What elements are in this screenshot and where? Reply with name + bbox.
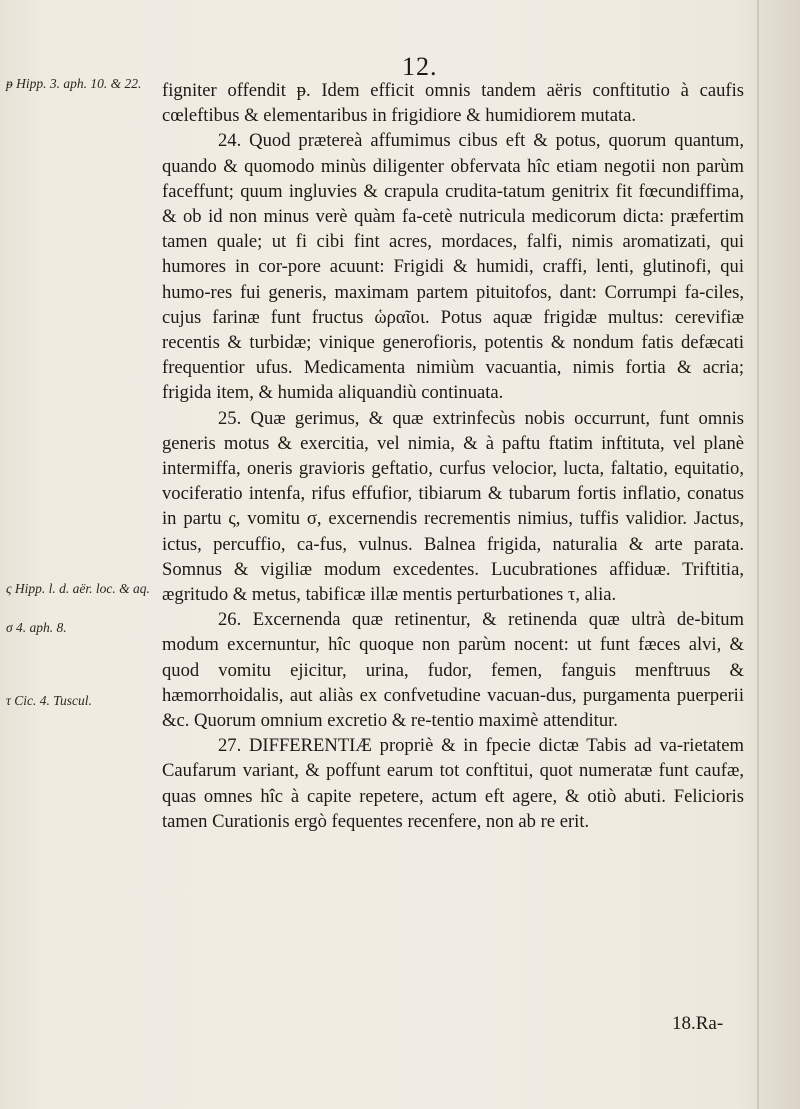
catchword: 18.Ra-	[672, 1013, 724, 1034]
margin-note: τ Cic. 4. Tuscul.	[6, 693, 92, 708]
paragraph: 24. Quod prætereà affumimus cibus eft & potus, quorum quantum, quando & quomodo minùs diligenter obfervata hîc etiam negotii non parùm faceffunt; quum ingluvies & crapula crudita-tatum genitrix fit fœcundiffima, & ob id non minus verè quàm fa-cetè nutricula medicorum dicta: præfertim tamen quale; ut fi cibi fint acres, mordaces, falfi, nimis aromatizati, qui humores in cor-pore acuunt: Frigidi & humidi, craffi, lenti, glutinofi, qui humo-res fui generis, maximam partem pituitofos, dant: Corrumpi fa-ciles, cujus farinæ funt fructus ὡραῖοι. Potus aquæ frigidæ multus: cerevifiæ recentis & turbidæ; vinique generofioris, potentis & nondum fatis defæcati frequentior ufus. Medicamenta nimiùm vacuantia, nimis fortia & acria; frigida item, & humida aliquandiù continuata.	[162, 130, 744, 404]
page-number: 12.	[402, 52, 438, 81]
paragraph: 27. DIFFERENTIÆ propriè & in fpecie dictæ Tabis ad va-rietatem Caufarum variant, & poffunt earum tot conftitui, quot numeratæ funt caufæ, quas omnes hîc à capite repetere, actum eft agere, & otiò abuti. Felicioris tamen Curationis ergò fequentes recenfere, non ab re erit.	[162, 735, 744, 832]
paragraph: 26. Excernenda quæ retinentur, & retinenda quæ ultrà de-bitum modum excernuntur, hîc quoque non parùm nocent: ut funt fæces alvi, & quod vomitu ejicitur, urina, fudor, femen, fanguis menftruus & hæmorrhoidalis, aut aliàs ex confvetudine vacuan-dus, purgamenta puerperii &c. Quorum omnium excretio & re-tentio maximè attenditur.	[162, 609, 744, 732]
margin-note: ᵽ Hipp. 3. aph. 10. & 22.	[6, 76, 142, 91]
margin-note: σ 4. aph. 8.	[6, 620, 67, 635]
paragraph: figniter offendit ᵽ. Idem efficit omnis tandem aëris conftitutio à caufis cœleftibus & elementaribus in frigidiore & humidiorem mutata.	[162, 80, 744, 127]
paragraph: 25. Quæ gerimus, & quæ extrinfecùs nobis occurrunt, funt omnis generis motus & exercitia, vel nimia, & à paftu ftatim inftituta, vel planè intermiffa, oneris gravioris geftatio, curfus velocior, lucta, faltatio, equitatio, vociferatio intenfa, rifus effufior, tibiarum & tubarum fortis inflatio, conatus in partu ς, vomitu σ, excernendis recrementis nimius, tuffis validior. Jactus, ictus, percuffio, ca-fus, vulnus. Balnea frigida, naturalia & arte parata. Somnus & vigiliæ modum excedentes. Lucubrationes affiduæ. Triftitia, ægritudo & metus, tabificæ illæ mentis perturbationes τ, alia.	[162, 407, 744, 606]
page-edge-shadow	[757, 0, 759, 1109]
main-text-column	[162, 78, 744, 834]
margin-note: ς Hipp. l. d. aër. loc. & aq.	[6, 581, 150, 596]
